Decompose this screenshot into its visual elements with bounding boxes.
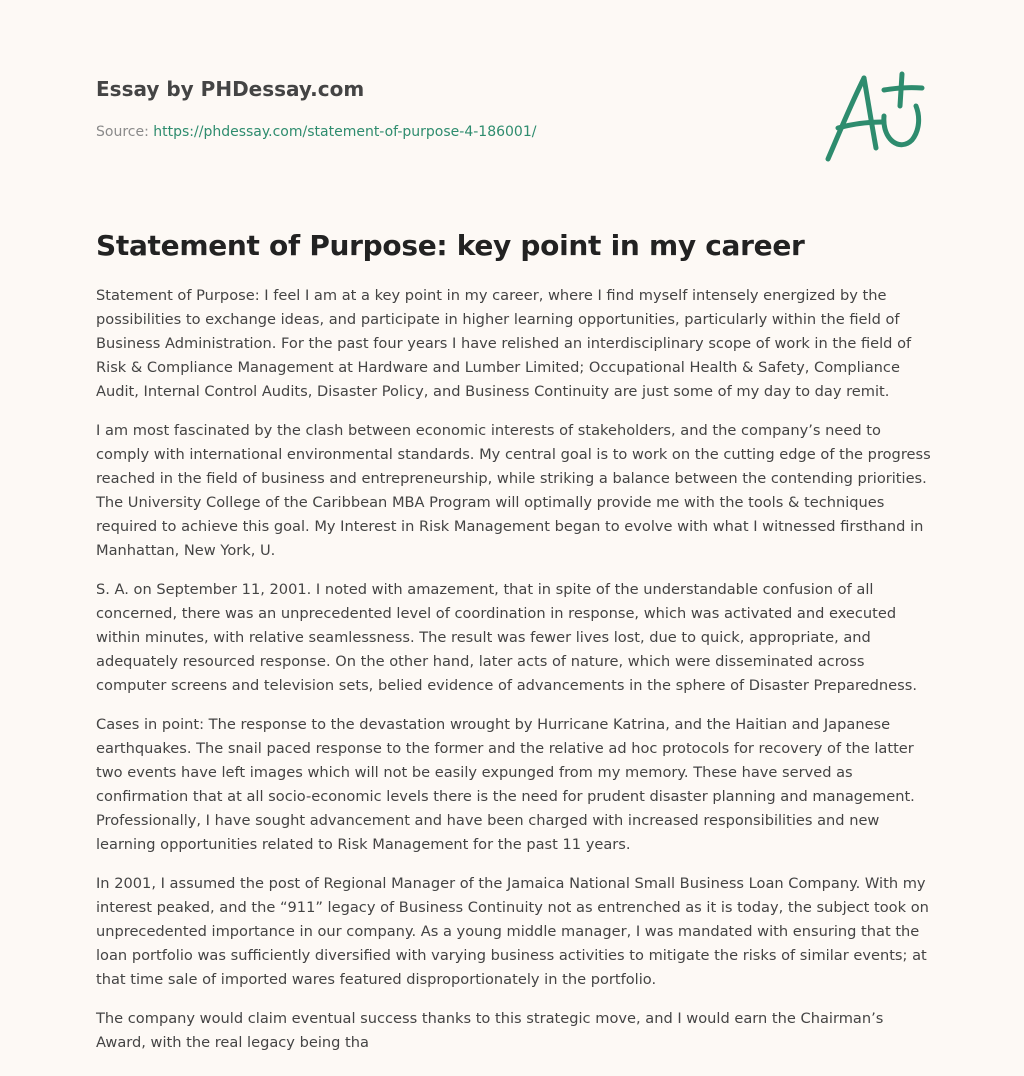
source-label: Source:: [96, 124, 149, 140]
page-title: Statement of Purpose: key point in my career: [96, 229, 805, 262]
essay-body: [96, 284, 936, 1055]
a-plus-logo-icon: [820, 66, 930, 166]
essay-paragraph: Statement of Purpose: I feel I am at a key point in my career, where I find myself intensely energized by the possibilities to exchange ideas, and participate in higher learning opportunities, particularly within the field of Business Administration. For the past four years I have relished an interdisciplinary scope of work in the field of Risk & Compliance Management at Hardware and Lumber Limited; Occupational Health & Safety, Compliance Audit, Internal Control Audits, Disaster Policy, and Business Continuity are just some of my day to day remit.: [96, 287, 912, 400]
source-line: [96, 122, 796, 142]
page-header: [96, 74, 796, 142]
essay-content: [96, 226, 936, 1070]
essay-paragraph: S. A. on September 11, 2001. I noted with amazement, that in spite of the understandable confusion of all concerned, there was an unprecedented level of coordination in response, which was activated and executed within minutes, with relative seamlessness. The result was fewer lives lost, due to quick, appropriate, and adequately resourced response. On the other hand, later acts of nature, which were disseminated across computer screens and television sets, belied evidence of advancements in the sphere of Disaster Preparedness.: [96, 581, 917, 694]
essay-paragraph: The company would claim eventual success thanks to this strategic move, and I would earn the Chairman’s Award, with the real legacy being tha: [96, 1010, 884, 1051]
essay-paragraph: In 2001, I assumed the post of Regional Manager of the Jamaica National Small Business Loan Company. With my interest peaked, and the “911” legacy of Business Continuity not as entrenched as it is today, the subject took on unprecedented importance in our company. As a young middle manager, I was mandated with ensuring that the loan portfolio was sufficiently diversified with varying business activities to mitigate the risks of similar events; at that time sale of imported wares featured disproportionately in the portfolio.: [96, 875, 929, 988]
brand-title: Essay by PHDessay.com: [96, 77, 365, 101]
essay-paragraph: I am most fascinated by the clash between economic interests of stakeholders, and the company’s need to comply with international environmental standards. My central goal is to work on the cutting edge of the progress reached in the field of business and entrepreneurship, while striking a balance between the contending priorities. The University College of the Caribbean MBA Program will optimally provide me with the tools & techniques required to achieve this goal. My Interest in Risk Management began to evolve with what I witnessed firsthand in Manhattan, New York, U.: [96, 422, 931, 559]
source-link[interactable]: https://phdessay.com/statement-of-purpose-4-186001/: [153, 124, 537, 140]
essay-paragraph: Cases in point: The response to the devastation wrought by Hurricane Katrina, and the Haitian and Japanese earthquakes. The snail paced response to the former and the relative ad hoc protocols for recovery of the latter two events have left images which will not be easily expunged from my memory. These have served as confirmation that at all socio-economic levels there is the need for prudent disaster planning and management. Professionally, I have sought advancement and have been charged with increased responsibilities and new learning opportunities related to Risk Management for the past 11 years.: [96, 716, 915, 853]
